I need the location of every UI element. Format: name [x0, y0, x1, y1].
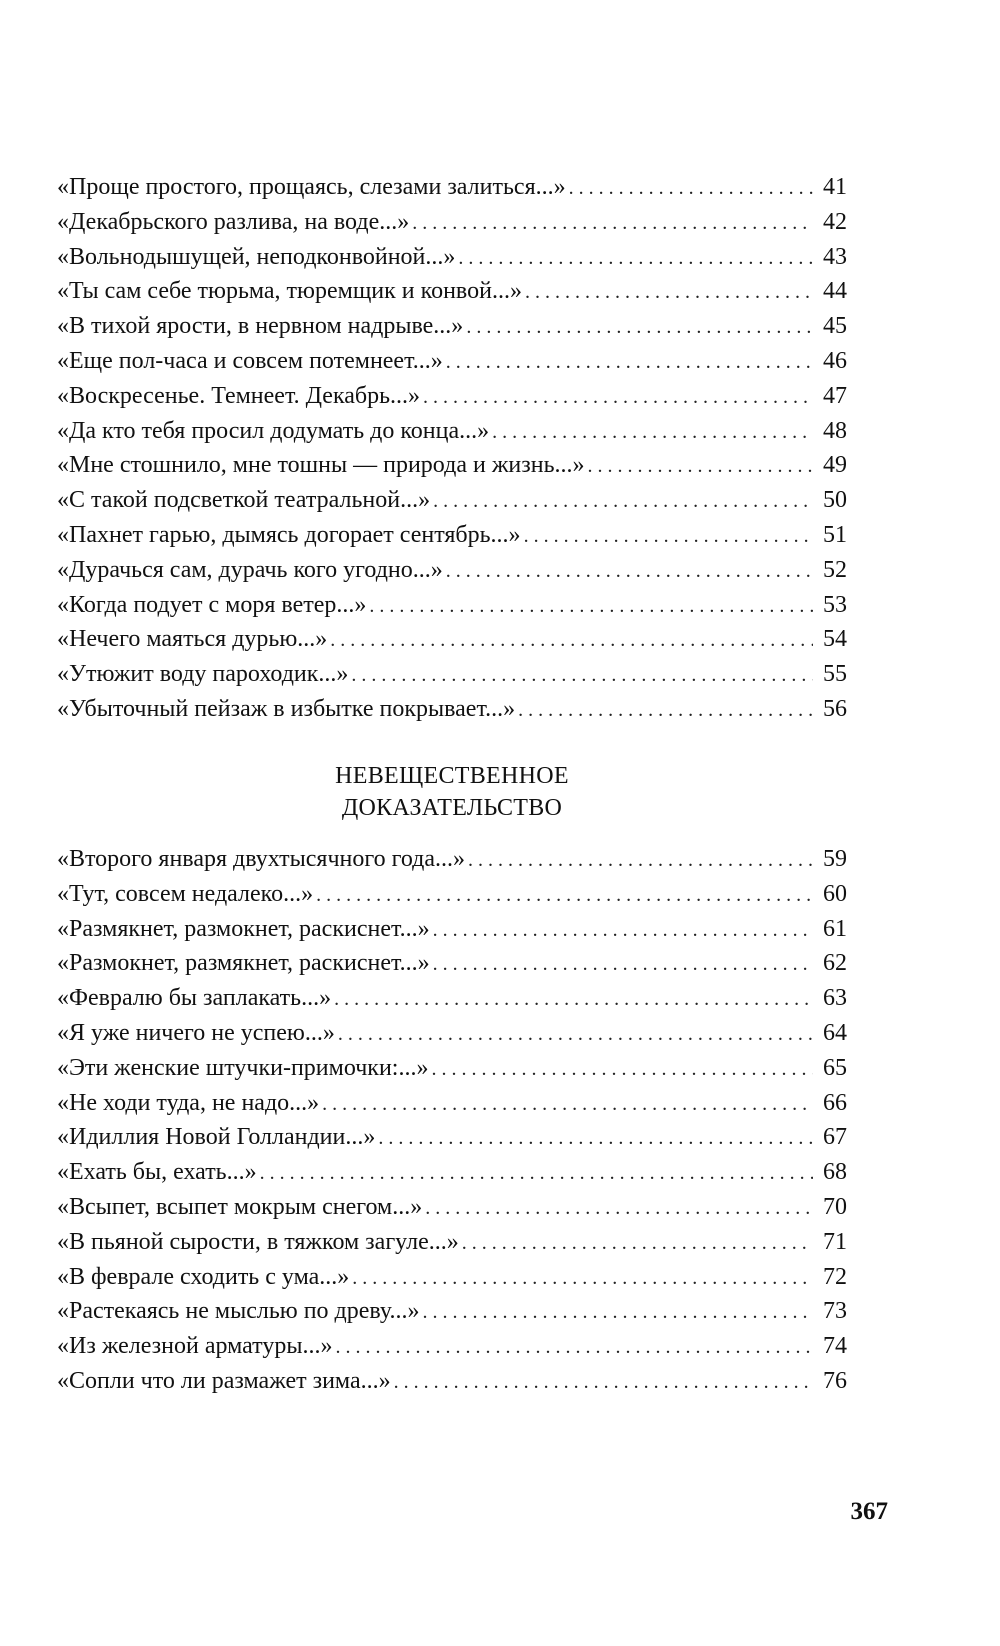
toc-entry-page: 54 — [823, 626, 847, 653]
toc-entry-title: «Размокнет, размякнет, раскиснет...» — [57, 950, 430, 977]
section-heading-line-1: НЕВЕЩЕСТВЕННОЕ — [335, 763, 569, 789]
toc-dot-leader — [433, 947, 813, 982]
toc-entry-title: «Мне стошнило, мне тошны — природа и жизнь...» — [57, 452, 585, 479]
toc-entry-title: «Сопли что ли размажет зима...» — [57, 1367, 391, 1394]
toc-entry — [57, 981, 847, 1016]
toc-entry-page: 51 — [823, 521, 847, 548]
toc-entry-title: «Убыточный пейзаж в избытке покрывает...» — [57, 695, 516, 722]
toc-entry — [57, 877, 847, 912]
toc-dot-leader — [569, 171, 813, 206]
toc-entry-page: 41 — [823, 174, 847, 200]
toc-dot-leader — [425, 1191, 813, 1226]
toc-entry-title: «В пьяной сырости, в тяжком загуле...» — [57, 1228, 459, 1255]
toc-entry-title: «Из железной арматуры...» — [57, 1333, 333, 1360]
toc-entry-title: «В тихой ярости, в нервном надрыве...» — [57, 313, 464, 340]
toc-dot-leader — [260, 1156, 813, 1191]
toc-dot-leader — [351, 658, 813, 693]
toc-entry-title: «С такой подсветкой театральной...» — [57, 487, 431, 514]
page-number: 367 — [850, 1498, 888, 1525]
toc-dot-leader — [433, 913, 813, 948]
toc-dot-leader — [524, 519, 813, 554]
toc-entry-page: 68 — [823, 1159, 847, 1186]
toc-dot-leader — [431, 1052, 813, 1087]
toc-entry-title: «Да кто тебя просил додумать до конца...» — [57, 417, 490, 444]
toc-entry-page: 64 — [823, 1019, 847, 1046]
toc-entry-page: 48 — [823, 417, 847, 444]
toc-entry — [57, 344, 847, 379]
toc-dot-leader — [330, 623, 813, 658]
toc-entry-title: «Воскресенье. Темнеет. Декабрь...» — [57, 382, 421, 409]
toc-entry-page: 71 — [823, 1228, 847, 1255]
toc-entry-title: «Когда подует с моря ветер...» — [57, 591, 367, 618]
toc-entry-title: «Ехать бы, ехать...» — [57, 1159, 257, 1186]
toc-entry — [57, 1364, 847, 1399]
toc-entry — [57, 946, 847, 981]
toc-dot-leader — [468, 843, 813, 878]
toc-dot-leader — [369, 589, 813, 624]
toc-entry-page: 46 — [823, 347, 847, 374]
toc-entry — [57, 205, 847, 240]
toc-entry-title: «Ты сам себе тюрьма, тюремщик и конвой...» — [57, 278, 522, 305]
toc-entry-page: 49 — [823, 452, 847, 479]
toc-dot-leader — [433, 484, 813, 519]
toc-entry — [57, 622, 847, 657]
toc-section-2 — [57, 842, 847, 1399]
toc-entry — [57, 379, 847, 414]
toc-entry-title: «Утюжит воду пароходик...» — [57, 661, 349, 688]
toc-entry-page: 67 — [823, 1124, 847, 1151]
toc-section-1 — [57, 170, 847, 727]
toc-entry-title: «Идиллия Новой Голландии...» — [57, 1124, 376, 1151]
toc-entry-page: 61 — [823, 915, 847, 942]
toc-entry-page: 63 — [823, 985, 847, 1012]
toc-entry-title: «Эти женские штучки-примочки:...» — [57, 1054, 429, 1081]
toc-entry — [57, 1260, 847, 1295]
toc-dot-leader — [588, 449, 813, 484]
toc-entry-page: 60 — [823, 880, 847, 907]
toc-entry-page: 66 — [823, 1089, 847, 1116]
toc-entry-title: «Еще пол-часа и совсем потемнеет...» — [57, 347, 443, 374]
toc-dot-leader — [466, 310, 813, 345]
toc-entry-page: 59 — [823, 846, 847, 872]
toc-entry-page: 70 — [823, 1193, 847, 1220]
toc-entry-page: 55 — [823, 661, 847, 688]
toc-entry — [57, 1155, 847, 1190]
toc-entry — [57, 518, 847, 553]
toc-entry-title: «Февралю бы заплакать...» — [57, 985, 332, 1012]
toc-entry — [57, 414, 847, 449]
toc-entry-title: «Я уже ничего не успею...» — [57, 1019, 335, 1046]
toc-entry-title: «Второго января двухтысячного года...» — [57, 846, 466, 872]
toc-entry-page: 50 — [823, 487, 847, 514]
toc-entry-title: «Тут, совсем недалеко...» — [57, 880, 314, 907]
toc-entry — [57, 1225, 847, 1260]
toc-entry-title: «Растекаясь не мыслью по древу...» — [57, 1298, 420, 1325]
toc-dot-leader — [423, 380, 813, 415]
toc-entry-page: 42 — [823, 208, 847, 235]
toc-entry — [57, 912, 847, 947]
section-heading — [57, 760, 847, 824]
toc-entry-title: «Нечего маяться дурью...» — [57, 626, 328, 653]
toc-dot-leader — [352, 1261, 813, 1296]
toc-entry-title: «В феврале сходить с ума...» — [57, 1263, 350, 1290]
toc-entry-page: 44 — [823, 278, 847, 305]
toc-dot-leader — [338, 1017, 813, 1052]
toc-dot-leader — [462, 1226, 813, 1261]
toc-entry-title: «Размякнет, размокнет, раскиснет...» — [57, 915, 430, 942]
toc-entry-title: «Проще простого, прощаясь, слезами залиться...» — [57, 174, 566, 200]
toc-dot-leader — [334, 982, 813, 1017]
toc-entry-page: 62 — [823, 950, 847, 977]
toc-entry — [57, 1120, 847, 1155]
toc-dot-leader — [335, 1330, 813, 1365]
toc-entry-page: 52 — [823, 556, 847, 583]
toc-dot-leader — [458, 241, 813, 276]
toc-dot-leader — [446, 345, 813, 380]
toc-entry-title: «Не ходи туда, не надо...» — [57, 1089, 320, 1116]
toc-entry — [57, 309, 847, 344]
toc-dot-leader — [316, 878, 813, 913]
toc-entry — [57, 692, 847, 727]
toc-dot-leader — [518, 693, 813, 728]
toc-entry — [57, 842, 847, 877]
section-heading-line-2: ДОКАЗАТЕЛЬСТВО — [341, 795, 563, 821]
toc-entry-title: «Вольнодышущей, неподконвойной...» — [57, 243, 456, 270]
toc-entry-page: 72 — [823, 1263, 847, 1290]
toc-entry-title: «Дурачься сам, дурачь кого угодно...» — [57, 556, 443, 583]
toc-entry-page: 43 — [823, 243, 847, 270]
toc-dot-leader — [423, 1295, 813, 1330]
toc-entry-page: 65 — [823, 1054, 847, 1081]
toc-dot-leader — [446, 554, 813, 589]
toc-entry — [57, 588, 847, 623]
toc-entry — [57, 448, 847, 483]
toc-entry-page: 47 — [823, 382, 847, 409]
toc-entry — [57, 1190, 847, 1225]
toc-entry — [57, 240, 847, 275]
toc-dot-leader — [525, 275, 813, 310]
toc-entry — [57, 1051, 847, 1086]
toc-dot-leader — [322, 1087, 813, 1122]
toc-entry — [57, 274, 847, 309]
toc-dot-leader — [412, 206, 813, 241]
toc-dot-leader — [492, 415, 813, 450]
toc-entry — [57, 1294, 847, 1329]
toc-entry — [57, 1086, 847, 1121]
toc-dot-leader — [394, 1365, 813, 1400]
toc-entry-page: 73 — [823, 1298, 847, 1325]
toc-entry-page: 74 — [823, 1333, 847, 1360]
toc-entry — [57, 483, 847, 518]
toc-entry — [57, 1329, 847, 1364]
toc-entry — [57, 553, 847, 588]
toc-entry-page: 45 — [823, 313, 847, 340]
toc-entry-page: 56 — [823, 695, 847, 722]
toc-entry-page: 76 — [823, 1367, 847, 1394]
toc-entry-title: «Всыпет, всыпет мокрым снегом...» — [57, 1193, 423, 1220]
toc-entry-title: «Пахнет гарью, дымясь догорает сентябрь...» — [57, 521, 521, 548]
toc-entry — [57, 1016, 847, 1051]
toc-entry-page: 53 — [823, 591, 847, 618]
toc-dot-leader — [378, 1121, 813, 1156]
toc-entry-title: «Декабрьского разлива, на воде...» — [57, 208, 410, 235]
toc-entry — [57, 657, 847, 692]
toc-entry — [57, 170, 847, 205]
